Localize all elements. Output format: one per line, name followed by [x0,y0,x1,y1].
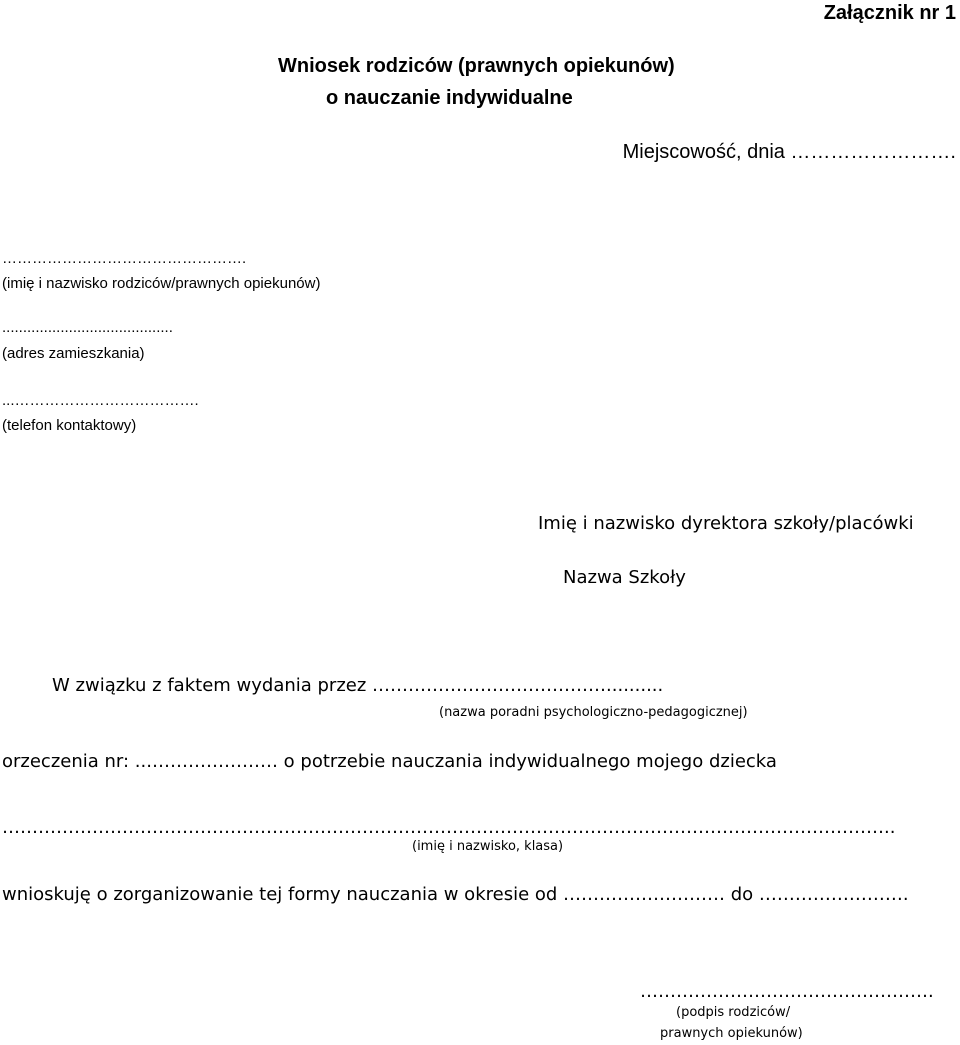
applicant-address-dots: ......................................... [2,319,173,336]
body-caption-issuer: (nazwa poradni psychologiczno-pedagogicznej) [439,705,748,720]
applicant-name-caption: (imię i nazwisko rodziców/prawnych opiekunów) [2,275,321,292]
recipient-director: Imię i nazwisko dyrektora szkoły/placówki [538,513,914,534]
recipient-school: Nazwa Szkoły [563,567,686,588]
body-line-child-dots: ………………………………………………………………………………………………………………………………….. [2,819,896,837]
document-title-line1: Wniosek rodziców (prawnych opiekunów) [278,55,675,77]
body-caption-child: (imię i nazwisko, klasa) [412,839,564,854]
applicant-name-dots: …………………………………………. [2,250,247,267]
place-date: Miejscowość, dnia ……………………. [622,141,956,163]
applicant-phone-caption: (telefon kontaktowy) [2,417,137,434]
document-title-line2: o nauczanie indywidualne [326,87,573,109]
body-line-ruling: orzeczenia nr: ...………………… o potrzebie nauczania indywidualnego mojego dziecka [2,753,777,771]
signature-caption-line2: prawnych opiekunów) [660,1026,803,1041]
body-line-issuer: W związku z faktem wydania przez ………………………………….......... [52,677,664,695]
annex-label: Załącznik nr 1 [823,2,956,24]
signature-dots: …………………………………………. [640,983,934,1001]
body-line-request: wnioskuję o zorganizowanie tej formy nauczania w okresie od ……………………… do ……………………. [2,886,909,904]
applicant-address-caption: (adres zamieszkania) [2,345,145,362]
signature-caption-line1: (podpis rodziców/ [676,1005,791,1020]
applicant-phone-dots: ...………………………………. [2,392,199,409]
